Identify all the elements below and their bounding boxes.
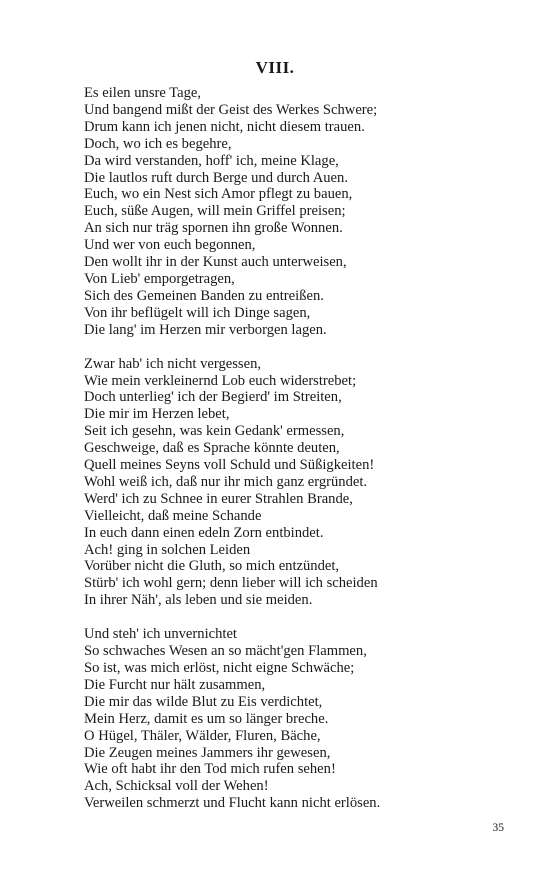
poem-line: Die Zeugen meines Jammers ihr gewesen,: [84, 744, 331, 761]
poem-line: Sich des Gemeinen Banden zu entreißen.: [84, 287, 324, 304]
stanza: [84, 85, 524, 339]
poem-line: Zwar hab' ich nicht vergessen,: [84, 355, 262, 372]
poem-line: In ihrer Näh', als leben und sie meiden.: [84, 592, 313, 609]
poem-line: Ach, Schicksal voll der Wehen!: [84, 778, 269, 795]
poem-line: Ach! ging in solchen Leiden: [84, 541, 251, 558]
poem-line: Wie mein verkleinernd Lob euch widerstrebet;: [84, 372, 357, 389]
poem-line: Euch, wo ein Nest sich Amor pflegt zu bauen,: [84, 186, 353, 203]
poem-line: Stürb' ich wohl gern; denn lieber will ich scheiden: [84, 575, 378, 592]
poem-line: Vorüber nicht die Gluth, so mich entzündet,: [84, 558, 340, 575]
poem-line: So ist, was mich erlöst, nicht eigne Schwäche;: [84, 660, 355, 676]
poem-line: Von ihr beflügelt will ich Dinge sagen,: [84, 304, 311, 321]
poem-line: Die Furcht nur hält zusammen,: [84, 676, 266, 693]
poem-line: Doch unterlieg' ich der Begierd' im Streiten,: [84, 389, 342, 406]
poem-body: [84, 85, 524, 829]
poem-line: Quell meines Seyns voll Schuld und Süßigkeiten!: [84, 457, 375, 474]
poem-line: Den wollt ihr in der Kunst auch unterweisen,: [84, 254, 347, 271]
poem-line: Die lautlos ruft durch Berge und durch Auen.: [84, 169, 348, 186]
poem-line: Geschweige, daß es Sprache könnte deuten,: [84, 440, 340, 457]
poem-line: Wie oft habt ihr den Tod mich rufen sehen!: [84, 761, 336, 778]
poem-line: Werd' ich zu Schnee in eurer Strahlen Brande,: [84, 490, 353, 507]
stanza: [84, 626, 524, 812]
poem-line: Da wird verstanden, hoff' ich, meine Klage,: [84, 152, 339, 169]
poem-line: Seit ich gesehn, was kein Gedank' ermessen,: [84, 423, 345, 440]
poem-line: Die mir im Herzen lebet,: [84, 406, 230, 423]
poem-line: Doch, wo ich es begehre,: [84, 135, 232, 152]
poem-line: So schwaches Wesen an so mächt'gen Flammen,: [84, 643, 367, 660]
poem-line: O Hügel, Thäler, Wälder, Fluren, Bäche,: [84, 727, 321, 744]
poem-line: Und bangend mißt der Geist des Werkes Schwere;: [84, 101, 378, 118]
poem-title: VIII.: [255, 58, 295, 77]
poem-line: Vielleicht, daß meine Schande: [84, 507, 262, 524]
poem-line: Die lang' im Herzen mir verborgen lagen.: [84, 321, 327, 338]
poem-line: Euch, süße Augen, will mein Griffel preisen;: [84, 203, 346, 220]
poem-line: Die mir das wilde Blut zu Eis verdichtet,: [84, 693, 323, 710]
stanza: [84, 356, 524, 610]
poem-line: In euch dann einen edeln Zorn entbindet.: [84, 524, 324, 541]
poem-line: An sich nur träg spornen ihn große Wonnen.: [84, 220, 343, 237]
poem-line: Mein Herz, damit es um so länger breche.: [84, 710, 329, 727]
poem-line: Drum kann ich jenen nicht, nicht diesem trauen.: [84, 118, 365, 135]
page-number: 35: [492, 822, 504, 834]
poem-line: Von Lieb' emporgetragen,: [84, 270, 235, 287]
poem-line: Verweilen schmerzt und Flucht kann nicht erlösen.: [84, 795, 381, 812]
poem-line: Es eilen unsre Tage,: [84, 85, 202, 101]
poem-line: Wohl weiß ich, daß nur ihr mich ganz ergründet.: [84, 473, 368, 490]
poem-line: Und steh' ich unvernichtet: [84, 626, 237, 643]
poem-line: Und wer von euch begonnen,: [84, 237, 256, 254]
